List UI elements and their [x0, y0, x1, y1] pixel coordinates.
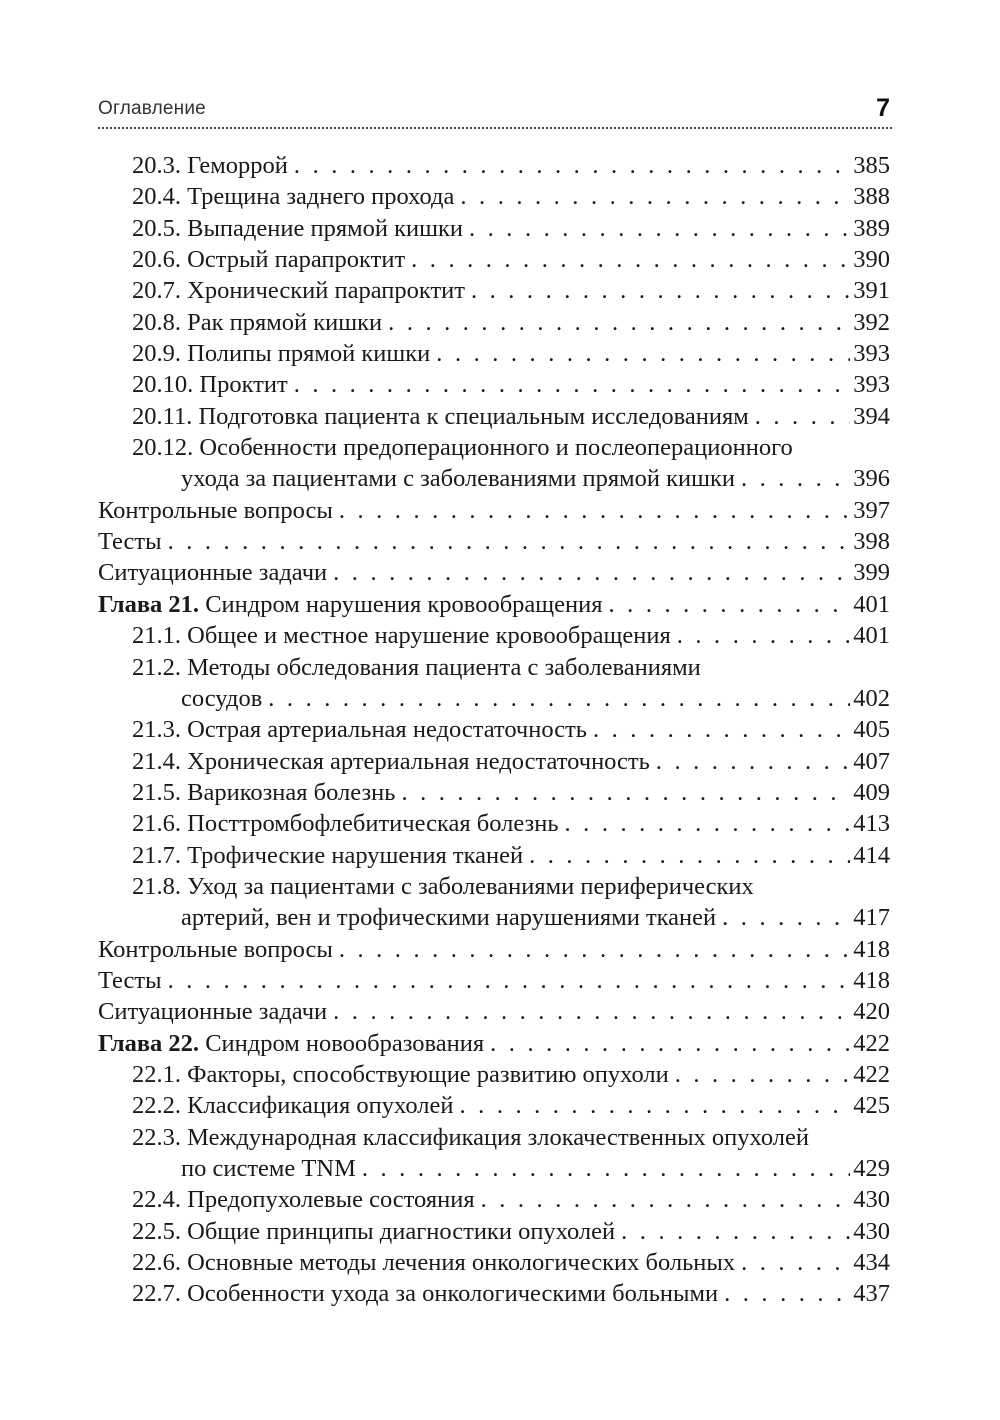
page-reference: 429 — [853, 1155, 890, 1182]
dot-leader — [615, 1216, 850, 1247]
toc-entry-title — [132, 777, 395, 808]
entry-title-text: Полипы прямой кишки — [187, 340, 431, 368]
entry-title-text: Классификация опухолей — [187, 1092, 454, 1120]
section-number: 20.9. — [132, 340, 181, 368]
dot-leader — [454, 1090, 850, 1121]
page-reference: 401 — [853, 590, 890, 618]
page-reference: 420 — [853, 998, 890, 1026]
section-number: 21.8. — [132, 872, 181, 900]
toc-entry-title — [132, 1059, 669, 1090]
entry-title-text: Острая артериальная недостаточность — [187, 716, 587, 744]
toc-entry[interactable] — [98, 1216, 890, 1247]
dot-leader — [430, 338, 850, 369]
section-number: 22.6. — [132, 1249, 181, 1277]
page-reference: 417 — [853, 904, 890, 932]
entry-title-continuation: по системе TNM — [181, 1155, 356, 1182]
toc-entry-title — [132, 714, 587, 745]
dot-leader — [475, 1184, 850, 1215]
entry-title-text: Общее и местное нарушение кровообращения — [187, 622, 671, 650]
dot-leader — [669, 1059, 850, 1090]
toc-entry[interactable] — [98, 307, 890, 338]
page-reference: 389 — [853, 214, 890, 242]
section-number: 22.4. — [132, 1186, 181, 1214]
toc-entry[interactable] — [98, 1153, 890, 1184]
entry-title-text: Международная классификация злокачественных опухолей — [187, 1123, 809, 1151]
entry-title-text: Хронический парапроктит — [187, 277, 465, 305]
section-number: 20.5. — [132, 214, 181, 242]
dot-leader — [465, 275, 850, 306]
dot-leader — [288, 369, 850, 400]
toc-entry-title — [132, 432, 793, 463]
section-number: 22.7. — [132, 1280, 181, 1308]
dot-leader — [454, 181, 850, 212]
toc-entry-title — [132, 150, 288, 181]
table-of-contents — [98, 150, 890, 1310]
toc-entry[interactable] — [98, 401, 890, 432]
section-number: 21.4. — [132, 747, 181, 775]
section-number: 21.2. — [132, 653, 181, 681]
toc-entry[interactable] — [98, 244, 890, 275]
page-reference: 385 — [853, 152, 890, 179]
toc-entry-title — [98, 589, 603, 620]
page-reference: 414 — [853, 841, 890, 869]
toc-entry-title — [132, 652, 701, 683]
toc-entry-title — [132, 808, 559, 839]
toc-entry[interactable] — [98, 1184, 890, 1215]
toc-entry[interactable] — [98, 557, 890, 588]
toc-entry[interactable] — [98, 1278, 890, 1309]
dot-leader — [382, 307, 850, 338]
page-reference: 409 — [853, 778, 890, 806]
section-number: 20.7. — [132, 277, 181, 305]
toc-entry-title — [98, 557, 327, 588]
dot-leader — [333, 495, 850, 526]
dot-leader — [327, 996, 850, 1027]
page-reference: 413 — [853, 810, 890, 838]
section-number: 20.3. — [132, 152, 181, 179]
toc-entry[interactable] — [98, 1122, 890, 1153]
running-header — [98, 94, 890, 130]
toc-entry[interactable] — [98, 526, 890, 557]
page-reference: 398 — [853, 528, 890, 556]
dot-leader — [603, 589, 850, 620]
toc-entry-title — [132, 307, 382, 338]
toc-entry[interactable] — [98, 652, 890, 683]
toc-entry[interactable] — [98, 746, 890, 777]
toc-entry-title — [98, 934, 333, 965]
dot-leader — [162, 965, 850, 996]
entry-title-continuation: ухода за пациентами с заболеваниями прямой кишки — [181, 465, 735, 493]
toc-entry-title — [132, 338, 430, 369]
entry-title-text: Общие принципы диагностики опухолей — [187, 1217, 616, 1245]
toc-entry-title — [132, 620, 671, 651]
dot-leader — [327, 557, 850, 588]
dot-leader — [395, 777, 850, 808]
toc-entry[interactable] — [98, 495, 890, 526]
page-reference: 405 — [853, 716, 890, 744]
toc-entry[interactable] — [98, 808, 890, 839]
toc-entry[interactable] — [98, 934, 890, 965]
entry-title-text: Варикозная болезнь — [187, 778, 396, 806]
page-reference: 393 — [853, 340, 890, 368]
dot-leader — [162, 526, 850, 557]
dot-leader — [333, 934, 850, 965]
toc-entry[interactable] — [98, 1059, 890, 1090]
page-reference: 399 — [853, 559, 890, 587]
dot-leader — [671, 620, 850, 651]
toc-entry-title — [132, 1122, 809, 1153]
dot-leader — [523, 840, 850, 871]
page-reference: 391 — [853, 277, 890, 305]
entry-title-text: Трофические нарушения тканей — [187, 841, 524, 869]
entry-title-continuation: артерий, вен и трофическими нарушениями тканей — [181, 904, 717, 932]
entry-title-text: Трещина заднего прохода — [187, 183, 455, 211]
section-number: 21.3. — [132, 716, 181, 744]
toc-entry[interactable] — [98, 432, 890, 463]
toc-entry-title — [132, 871, 754, 902]
section-number: 20.10. — [132, 371, 194, 399]
toc-entry-title — [98, 495, 333, 526]
toc-entry-title — [132, 181, 454, 212]
page-reference: 422 — [853, 1029, 890, 1057]
page-reference: 425 — [853, 1092, 890, 1120]
page-reference: 388 — [853, 183, 890, 211]
page-reference: 430 — [853, 1186, 890, 1214]
toc-entry-title — [132, 369, 288, 400]
toc-entry-title — [132, 1247, 735, 1278]
page-reference: 401 — [853, 622, 890, 650]
entry-title-text: Синдром новообразования — [205, 1029, 485, 1057]
page-reference: 430 — [853, 1217, 890, 1245]
section-number: 22.5. — [132, 1217, 181, 1245]
entry-title-text: Тесты — [98, 966, 162, 994]
toc-entry[interactable] — [98, 369, 890, 400]
dot-leader — [735, 1247, 850, 1278]
page-reference: 397 — [853, 496, 890, 524]
page-reference: 393 — [853, 371, 890, 399]
dot-leader — [484, 1028, 850, 1059]
section-number: 22.1. — [132, 1060, 181, 1088]
entry-title-text: Ситуационные задачи — [98, 998, 328, 1026]
toc-entry[interactable] — [98, 275, 890, 306]
page-reference: 396 — [853, 465, 890, 493]
toc-entry-title — [132, 1216, 615, 1247]
dot-leader — [356, 1153, 850, 1184]
entry-title-text: Синдром нарушения кровообращения — [205, 590, 603, 618]
page-number: 7 — [876, 94, 890, 122]
section-number: 22.2. — [132, 1092, 181, 1120]
section-number: 20.4. — [132, 183, 181, 211]
page-reference: 390 — [853, 246, 890, 274]
section-number: 21.7. — [132, 841, 181, 869]
dot-leader — [587, 714, 850, 745]
entry-title-text: Ситуационные задачи — [98, 559, 328, 587]
toc-entry-title — [132, 275, 465, 306]
toc-entry[interactable] — [98, 777, 890, 808]
entry-title-text: Тесты — [98, 528, 162, 556]
page-reference: 418 — [853, 966, 890, 994]
entry-title-text: Факторы, способствующие развитию опухоли — [187, 1060, 669, 1088]
page-reference: 418 — [853, 935, 890, 963]
entry-title-text: Подготовка пациента к специальным исследованиям — [198, 402, 749, 430]
toc-entry-title — [98, 965, 162, 996]
toc-entry[interactable] — [98, 213, 890, 244]
entry-title-text: Рак прямой кишки — [187, 308, 383, 336]
toc-entry-title — [98, 1028, 484, 1059]
dot-leader — [749, 401, 850, 432]
toc-entry-title — [132, 401, 749, 432]
toc-entry-title — [132, 244, 405, 275]
toc-entry[interactable] — [98, 902, 890, 933]
page-reference: 437 — [853, 1280, 890, 1308]
toc-entry[interactable] — [98, 1028, 890, 1059]
entry-title-continuation: сосудов — [181, 684, 263, 712]
entry-title-text: Особенности ухода за онкологическими больными — [187, 1280, 719, 1308]
dot-leader — [559, 808, 850, 839]
toc-entry[interactable] — [98, 338, 890, 369]
toc-entry-title — [98, 526, 162, 557]
toc-entry[interactable] — [98, 996, 890, 1027]
toc-entry-title — [132, 1278, 718, 1309]
entry-title-text: Особенности предоперационного и послеоперационного — [199, 434, 793, 462]
section-number: 21.1. — [132, 622, 181, 650]
toc-entry-title — [132, 840, 523, 871]
page-reference: 402 — [853, 684, 890, 712]
toc-entry[interactable] — [98, 589, 890, 620]
dot-leader — [463, 213, 850, 244]
entry-title-text: Уход за пациентами с заболеваниями периферических — [187, 872, 754, 900]
chapter-label: Глава 21. — [98, 590, 200, 618]
toc-entry[interactable] — [98, 871, 890, 902]
dot-leader — [716, 902, 850, 933]
page-reference: 394 — [853, 402, 890, 430]
entry-title-text: Методы обследования пациента с заболеваниями — [187, 653, 701, 681]
section-number: 21.6. — [132, 810, 181, 838]
toc-entry[interactable] — [98, 463, 890, 494]
entry-title-text: Контрольные вопросы — [98, 496, 333, 524]
dot-leader — [288, 150, 850, 181]
entry-title-text: Посттромбофлебитическая болезнь — [187, 810, 559, 838]
section-number: 21.5. — [132, 778, 181, 806]
entry-title-text: Предопухолевые состояния — [187, 1186, 475, 1214]
entry-title-text: Основные методы лечения онкологических больных — [187, 1249, 736, 1277]
toc-entry[interactable] — [98, 1090, 890, 1121]
toc-entry-title — [132, 746, 650, 777]
section-number: 22.3. — [132, 1123, 181, 1151]
entry-title-text: Острый парапроктит — [187, 246, 406, 274]
dot-leader — [650, 746, 850, 777]
section-number: 20.12. — [132, 434, 194, 462]
dot-leader — [718, 1278, 850, 1309]
toc-entry[interactable] — [98, 840, 890, 871]
entry-title-text: Контрольные вопросы — [98, 935, 333, 963]
toc-entry[interactable] — [98, 683, 890, 714]
toc-entry[interactable] — [98, 714, 890, 745]
dot-leader — [735, 463, 850, 494]
chapter-label: Глава 22. — [98, 1029, 200, 1057]
toc-entry[interactable] — [98, 181, 890, 212]
toc-entry[interactable] — [98, 620, 890, 651]
section-number: 20.8. — [132, 308, 181, 336]
toc-entry[interactable] — [98, 1247, 890, 1278]
toc-entry-title — [132, 1090, 454, 1121]
toc-entry[interactable] — [98, 965, 890, 996]
page-reference: 407 — [853, 747, 890, 775]
entry-title-text: Хроническая артериальная недостаточность — [187, 747, 650, 775]
section-title: Оглавление — [98, 98, 206, 119]
header-dotted-rule — [98, 127, 892, 129]
section-number: 20.11. — [132, 402, 193, 430]
page-reference: 434 — [853, 1249, 890, 1277]
toc-entry-title — [132, 1184, 475, 1215]
toc-entry-title — [98, 996, 327, 1027]
section-number: 20.6. — [132, 246, 181, 274]
page-reference: 422 — [853, 1060, 890, 1088]
dot-leader — [262, 683, 850, 714]
dot-leader — [405, 244, 850, 275]
entry-title-text: Выпадение прямой кишки — [187, 214, 463, 242]
entry-title-text: Проктит — [199, 371, 288, 399]
entry-title-text: Геморрой — [187, 152, 288, 179]
toc-entry-title — [132, 213, 463, 244]
toc-entry[interactable] — [98, 150, 890, 181]
page-reference: 392 — [853, 308, 890, 336]
